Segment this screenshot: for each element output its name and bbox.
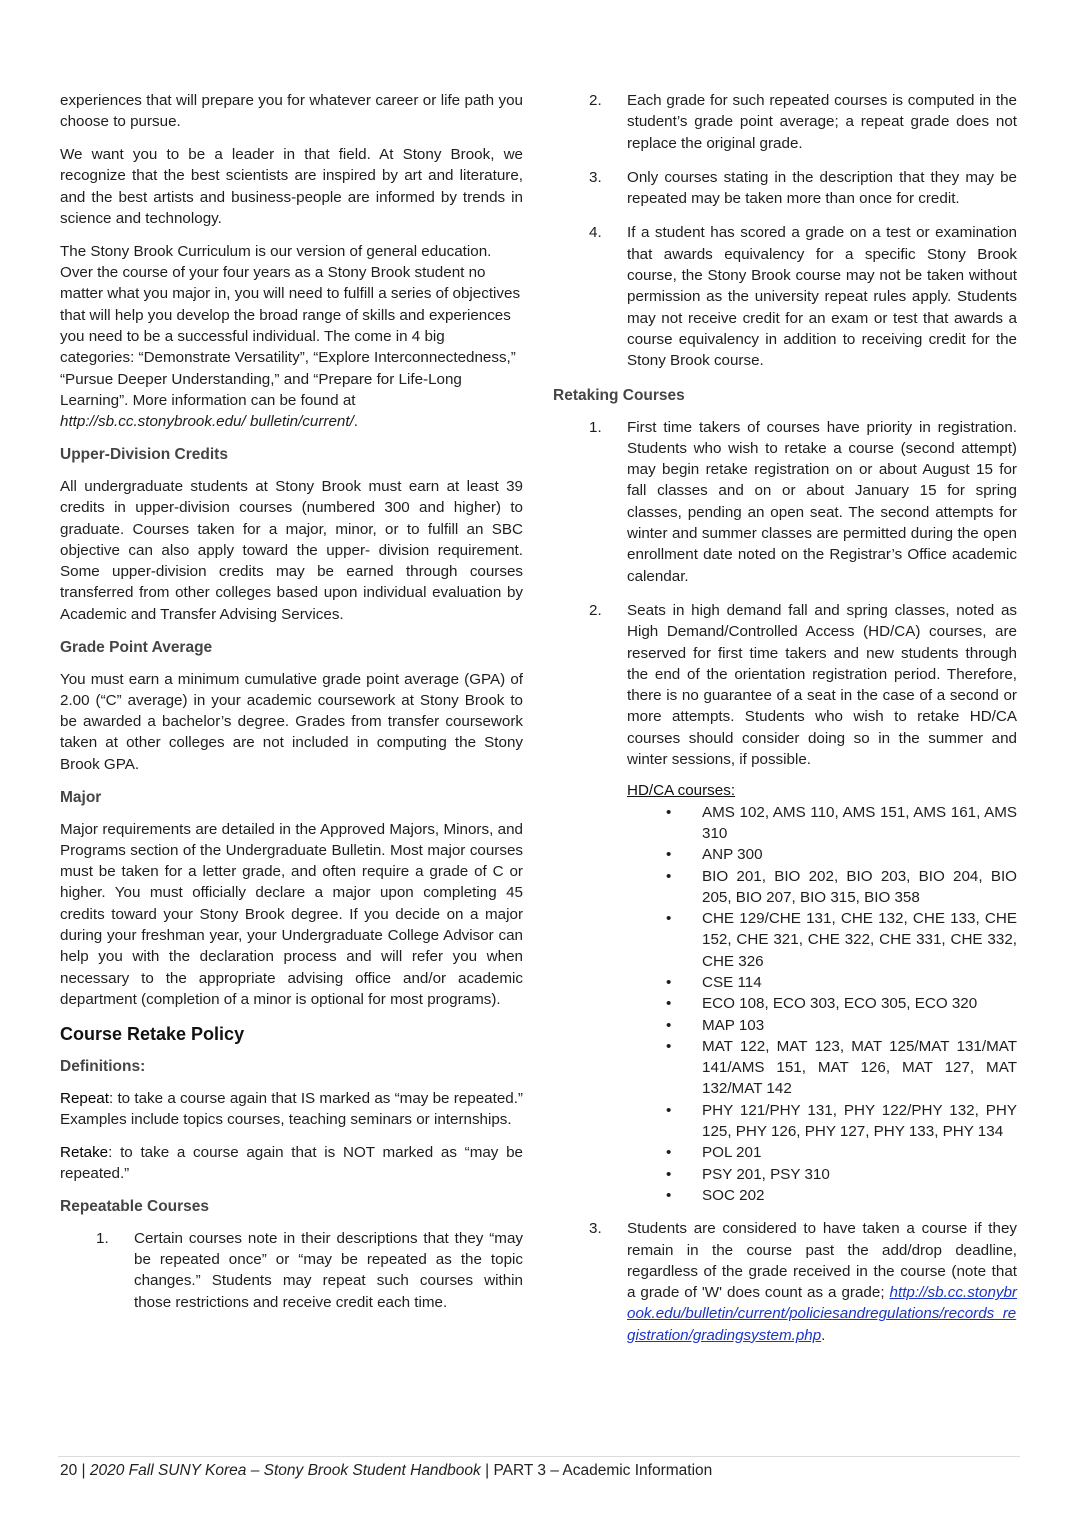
page-footer: 20 | 2020 Fall SUNY Korea – Stony Brook Student Handbook | PART 3 – Academic Information bbox=[60, 1462, 713, 1479]
bulletin-url: http://sb.cc.stonybrook.edu/ bulletin/current/ bbox=[60, 413, 354, 431]
list-item: • ANP 300 bbox=[553, 844, 1017, 865]
major-body: Major requirements are detailed in the Approved Majors, Minors, and Programs section of the Undergraduate Bulletin. Most major courses must be taken for a letter grade, and often require a grade of C or higher. You must officially declare a major upon completing 45 credits toward your Stony Brook degree. If you decide on a major during your freshman year, your Undergraduate College Advisor can help you with the declaration process and will refer you when necessary to the appropriate advising office and/or academic department (completion of a minor is optional for most programs). bbox=[60, 820, 523, 1008]
section-label: PART 3 – Academic Information bbox=[493, 1462, 713, 1479]
bullet-icon: • bbox=[666, 1186, 672, 1204]
retaking-courses-list bbox=[553, 417, 1017, 771]
repeatable-courses-heading: Repeatable Courses bbox=[60, 1197, 210, 1215]
bullet-icon: • bbox=[666, 973, 672, 991]
list-item: • SOC 202 bbox=[553, 1185, 1017, 1206]
list-item: • AMS 102, AMS 110, AMS 151, AMS 161, AMS 310 bbox=[666, 803, 1017, 842]
right-column bbox=[553, 90, 1017, 1359]
list-item: • PSY 201, PSY 310 bbox=[553, 1164, 1017, 1185]
list-item: • BIO 201, BIO 202, BIO 203, BIO 204, BIO 205, BIO 207, BIO 315, BIO 358 bbox=[666, 867, 1017, 906]
bullet-icon: • bbox=[666, 1101, 672, 1119]
list-item: • ECO 108, ECO 303, ECO 305, ECO 320 bbox=[553, 993, 1017, 1014]
footer-divider bbox=[58, 1456, 1020, 1457]
intro-paragraph-3: The Stony Brook Curriculum is our version of general education. Over the course of your four years as a Stony Brook student no matter what you major in, you will need to fulfill a series of objectives that will help you develop the broad range of skills and experiences you need to be a successful individual. The come in 4 big categories: “Demonstrate Versatility”, “Explore Interconnectedness,” “Pursue Deeper Understanding,” and “Prepare for Life-Long Learning”. More information can be found at http://sb.cc.stonybrook.edu/ bulletin/current/. bbox=[60, 242, 521, 431]
list-item: • POL 201 bbox=[553, 1142, 1017, 1163]
bullet-icon: • bbox=[666, 910, 672, 928]
bullet-icon: • bbox=[666, 803, 672, 821]
list-item: 2. Seats in high demand fall and spring classes, noted as High Demand/Controlled Access (HD/CA) courses, are reserved for first time takers and new students through the end of the orientation registration period. Therefore, there is no guarantee of a seat in the case of a second or more attempts. Students who wish to retake HD/CA courses should consider doing so in the summer and winter sessions, if possible. bbox=[589, 601, 1017, 769]
bullet-icon: • bbox=[666, 1144, 672, 1162]
list-item: 3. Only courses stating in the description that they may be repeated may be taken more than once for credit. bbox=[589, 168, 1017, 208]
repeatable-courses-list bbox=[60, 1228, 523, 1313]
list-item: • MAP 103 bbox=[553, 1015, 1017, 1036]
list-item: 3. Students are considered to have taken a course if they remain in the course past the add/drop deadline, regardless of the grade received in the course (note that a grade of 'W' does count as a grade; http://sb.cc.stonybrook.edu/bulletin/current/policiesandregulations/records_registration/gradingsystem.php. bbox=[589, 1220, 1017, 1344]
bullet-icon: • bbox=[666, 1016, 672, 1034]
repeat-term: Repeat bbox=[60, 1089, 109, 1107]
curriculum-text: The Stony Brook Curriculum is our version of general education. Over the course of your four years as a Stony Brook student no matter what you major in, you will need to fulfill a series of objectives that will help you develop the broad range of skills and experiences you need to be a successful individual. The come in 4 big categories: “Demonstrate Versatility”, “Explore Interconnectedness,” “Pursue Deeper Understanding,” and “Prepare for Life-Long Learning”. More information can be found at bbox=[60, 242, 521, 409]
list-item: 1. Certain courses note in their descriptions that they “may be repeated once” or “may be repeated as the topic changes.” Students may repeat such courses within those restrictions and receive credit each time. bbox=[96, 1229, 523, 1311]
retaking-courses-heading: Retaking Courses bbox=[553, 386, 685, 404]
intro-paragraph-1: experiences that will prepare you for whatever career or life path you choose to pursue. bbox=[60, 92, 523, 131]
retake-term: Retake bbox=[60, 1143, 109, 1161]
bullet-icon: • bbox=[666, 846, 672, 864]
bullet-icon: • bbox=[666, 867, 672, 885]
major-heading: Major bbox=[60, 788, 102, 806]
retake-definition: Retake: to take a course again that is NOT marked as “may be repeated.” bbox=[60, 1143, 523, 1183]
bullet-icon: • bbox=[666, 1165, 672, 1183]
list-item: • PHY 121/PHY 131, PHY 122/PHY 132, PHY 125, PHY 126, PHY 127, PHY 133, PHY 134 bbox=[666, 1101, 1017, 1141]
grading-system-link[interactable]: http://sb.cc.stonybrook.edu/bulletin/current/policiesandregulations/records_registration/gradingsystem.php bbox=[627, 1284, 1017, 1344]
retaking-courses-list-continued bbox=[553, 1218, 1017, 1346]
list-item: 4. If a student has scored a grade on a test or examination that awards equivalency for a specific Stony Brook course, the Stony Brook course may not be taken without permission as the university repeat rules apply. Students may not receive credit for an exam or test that awards a course equivalency in addition to receiving credit for the Stony Brook course. bbox=[589, 224, 1017, 370]
handbook-title: 2020 Fall SUNY Korea – Stony Brook Student Handbook bbox=[89, 1462, 481, 1479]
course-retake-policy-title: Course Retake Policy bbox=[60, 1023, 245, 1044]
list-item: • CHE 129/CHE 131, CHE 132, CHE 133, CHE 152, CHE 321, CHE 322, CHE 331, CHE 332, CHE 326 bbox=[666, 910, 1017, 970]
repeat-definition: Repeat: to take a course again that IS marked as “may be repeated.” Examples include topics courses, teaching seminars or internships. bbox=[60, 1089, 523, 1128]
left-column bbox=[60, 90, 523, 1326]
hdca-courses-title: HD/CA courses: bbox=[627, 782, 736, 800]
gpa-heading: Grade Point Average bbox=[60, 638, 213, 656]
list-item: • MAT 122, MAT 123, MAT 125/MAT 131/MAT 141/AMS 151, MAT 126, MAT 127, MAT 132/MAT 142 bbox=[666, 1037, 1017, 1098]
definitions-heading: Definitions: bbox=[60, 1057, 146, 1075]
bullet-icon: • bbox=[666, 995, 672, 1013]
list-item: 1. First time takers of courses have priority in registration. Students who wish to retake a course (second attempt) may begin retake registration on or about August 15 for fall classes and on or about January 15 for spring classes, pending an open seat. The second attempts for winter and summer classes are permitted during the open enrollment date noted on the Registrar’s Office academic calendar. bbox=[589, 418, 1017, 585]
list-item: • CSE 114 bbox=[553, 972, 1017, 993]
upper-division-heading: Upper-Division Credits bbox=[60, 445, 228, 463]
gpa-body: You must earn a minimum cumulative grade point average (GPA) of 2.00 (“C” average) in your academic coursework at Stony Brook to be awarded a bachelor’s degree. Grades from transfer coursework taken at other colleges are not included in computing the Stony Brook GPA. bbox=[60, 670, 523, 773]
intro-paragraph-2: We want you to be a leader in that field. At Stony Brook, we recognize that the best scientists are inspired by art and literature, and the best artists and business-people are informed by trends in science and technology. bbox=[60, 146, 523, 227]
hdca-courses-list bbox=[553, 802, 1017, 1207]
repeatable-courses-list-continued bbox=[553, 90, 1017, 372]
upper-division-body: All undergraduate students at Stony Brook must earn at least 39 credits in upper-division courses (numbered 300 and higher) to graduate. Courses taken for a major, minor, or to fulfill an SBC objective can also apply toward the upper- division requirement. Some upper-division credits may be earned through courses transferred from other colleges based upon individual evaluation by Academic and Transfer Advising Services. bbox=[60, 477, 523, 623]
page-number: 20 bbox=[60, 1462, 78, 1479]
bullet-icon: • bbox=[666, 1037, 672, 1055]
list-item: 2. Each grade for such repeated courses is computed in the student’s grade point average; a repeat grade does not replace the original grade. bbox=[589, 92, 1017, 152]
